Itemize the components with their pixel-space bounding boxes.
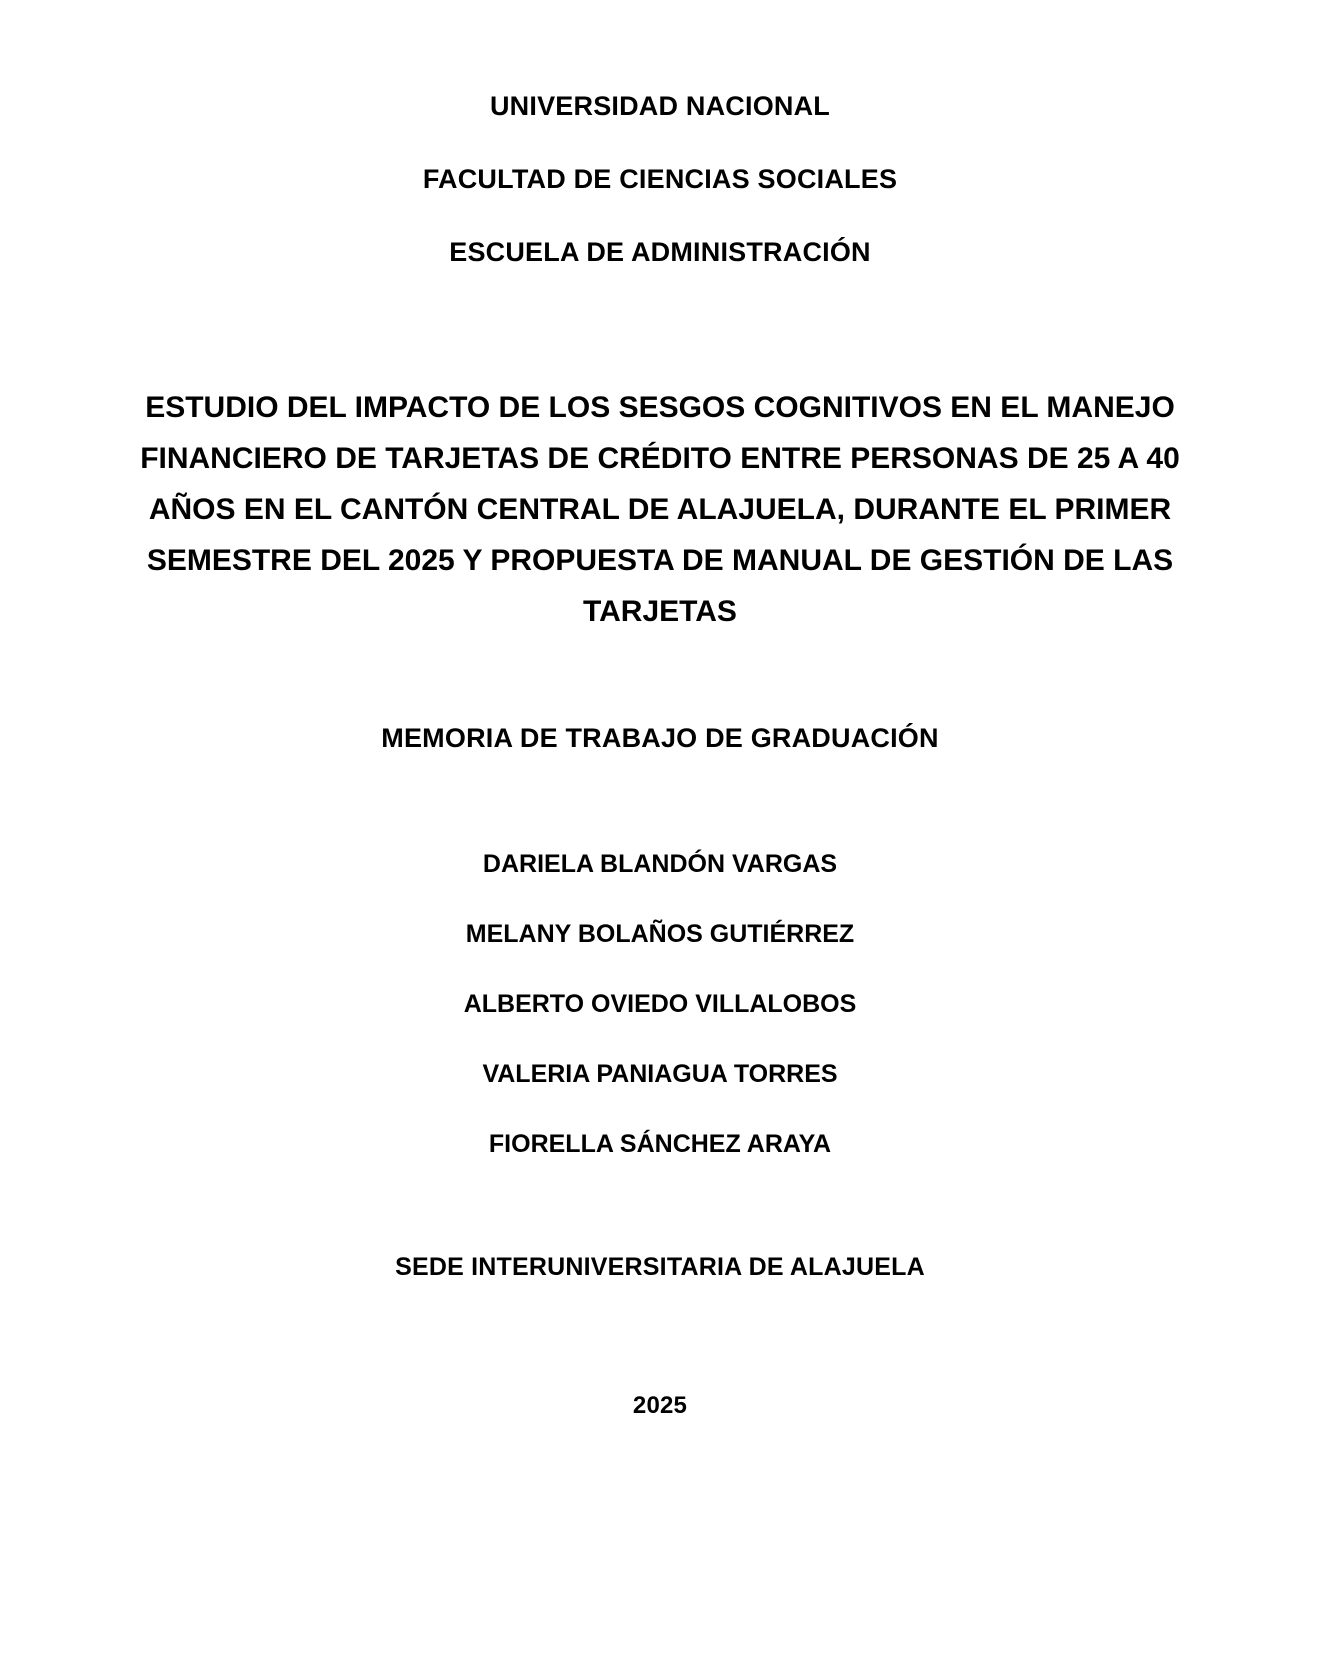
author-name: DARIELA BLANDÓN VARGAS [482,850,838,878]
spacer-after-campus [95,1282,1225,1392]
author-name: MELANY BOLAÑOS GUTIÉRREZ [465,920,855,948]
author-name: FIORELLA SÁNCHEZ ARAYA [488,1130,832,1158]
campus-name: SEDE INTERUNIVERSITARIA DE ALAJUELA [395,1253,925,1281]
university-name: UNIVERSIDAD NACIONAL [489,91,830,121]
spacer-after-authors [95,1157,1225,1253]
spacer-after-subtitle [95,754,1225,852]
author-name: VALERIA PANIAGUA TORRES [482,1060,838,1088]
publication-year: 2025 [632,1392,688,1419]
document-subtitle: MEMORIA DE TRABAJO DE GRADUACIÓN [381,723,939,753]
author-list [95,852,1225,1157]
faculty-name: FACULTAD DE CIENCIAS SOCIALES [422,164,898,194]
spacer-after-institution [95,312,1225,382]
spacer-after-title [95,637,1225,723]
author-name: ALBERTO OVIEDO VILLALOBOS [463,990,857,1018]
school-name: ESCUELA DE ADMINISTRACIÓN [449,237,871,267]
document-title: ESTUDIO DEL IMPACTO DE LOS SESGOS COGNITIVOS EN EL MANEJO FINANCIERO DE TARJETAS DE CRÉDITO ENTRE PERSONAS DE 25 A 40 AÑOS EN EL CANTÓN CENTRAL DE ALAJUELA, DURANTE EL PRIMER SEMESTRE DEL 2025 Y PROPUESTA DE MANUAL DE GESTIÓN DE LAS TARJETAS [140,391,1180,628]
